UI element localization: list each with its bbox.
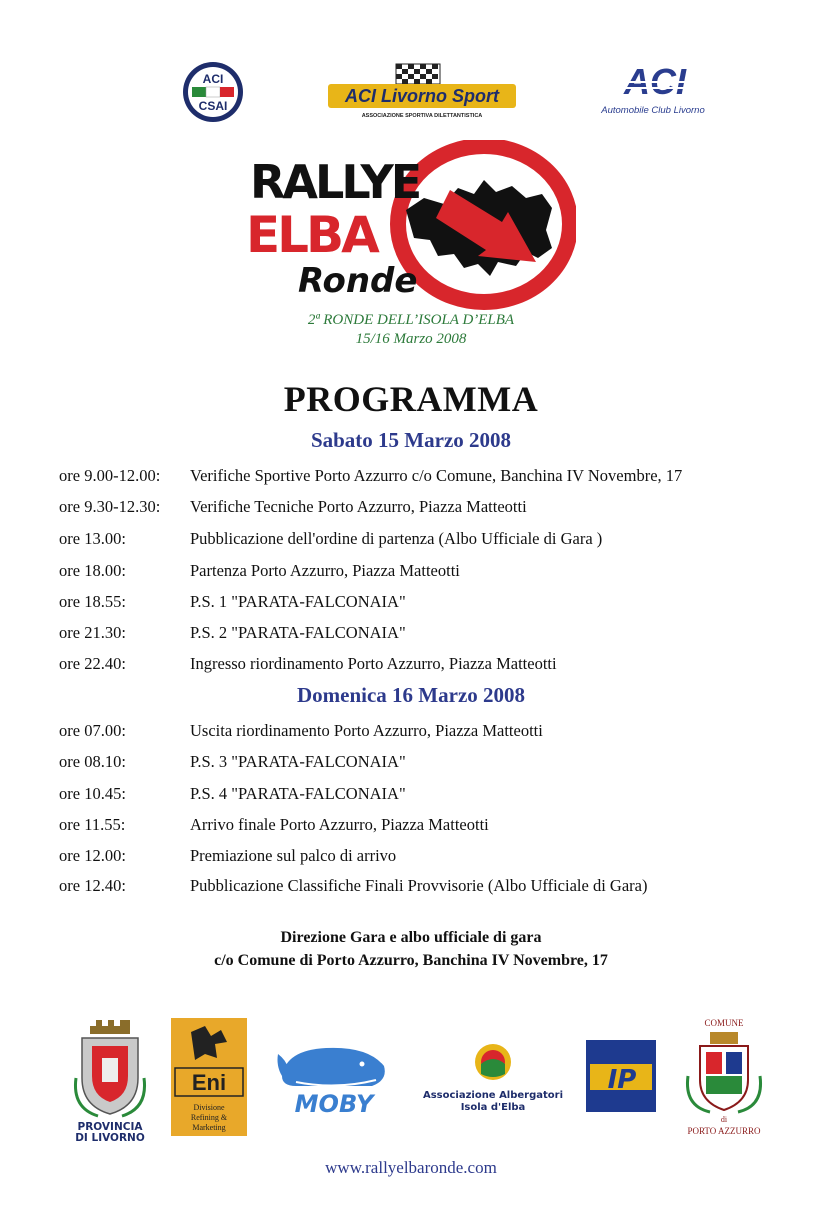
schedule-time: ore 18.55: [59, 592, 126, 611]
schedule-description: Ingresso riordinamento Porto Azzurro, Piazza Matteotti [190, 654, 557, 673]
provincia-livorno-logo [68, 1018, 152, 1142]
livorno-sport-logo [326, 60, 518, 122]
schedule-time: ore 21.30: [59, 623, 126, 642]
schedule-time: ore 9.30-12.30: [59, 497, 161, 516]
svg-text:Eni: Eni [191, 1070, 227, 1095]
page-title: PROGRAMMA [283, 379, 539, 419]
svg-text:Divisione: Divisione [193, 1103, 225, 1112]
svg-text:Isola d'Elba: Isola d'Elba [460, 1102, 526, 1113]
ip-logo [586, 1040, 656, 1112]
schedule-description: P.S. 1 "PARATA-FALCONAIA" [190, 592, 406, 611]
svg-text:di: di [720, 1115, 728, 1124]
schedule-description: Uscita riordinamento Porto Azzurro, Piazza Matteotti [190, 721, 543, 740]
svg-text:Ronde: Ronde [298, 261, 418, 301]
svg-text:Marketing: Marketing [192, 1123, 226, 1132]
svg-text:MOBY: MOBY [294, 1090, 374, 1116]
schedule-description: P.S. 4 "PARATA-FALCONAIA" [190, 784, 406, 803]
schedule-time: ore 08.10: [59, 752, 126, 771]
schedule-time: ore 07.00: [59, 721, 126, 740]
rallye-elba-ronde-logo [246, 140, 576, 310]
schedule-time: ore 13.00: [59, 529, 126, 548]
svg-text:PROVINCIA: PROVINCIA [77, 1121, 143, 1133]
svg-text:ACI: ACI [202, 72, 224, 86]
schedule-description: Premiazione sul palco di arrivo [190, 846, 397, 865]
svg-text:ACI: ACI [624, 61, 686, 102]
associazione-albergatori-logo [418, 1040, 568, 1116]
eni-logo [171, 1018, 247, 1136]
aci-livorno-caption: Automobile Club Livorno [601, 105, 705, 116]
schedule-time: ore 11.55: [59, 815, 126, 834]
moby-logo [276, 1036, 392, 1116]
day1-heading: Sabato 15 Marzo 2008 [310, 428, 512, 452]
svg-text:DI LIVORNO: DI LIVORNO [75, 1132, 145, 1142]
race-direction-line1: Direzione Gara e albo ufficiale di gara [280, 929, 542, 946]
aci-csai-logo [182, 61, 244, 123]
schedule-description: Verifiche Tecniche Porto Azzurro, Piazza Matteotti [190, 497, 527, 516]
svg-text:Refining &: Refining & [190, 1113, 228, 1122]
schedule-time: ore 22.40: [59, 654, 126, 673]
schedule-time: ore 18.00: [59, 561, 126, 580]
race-direction-line2: c/o Comune di Porto Azzurro, Banchina IV Novembre, 17 [214, 952, 608, 969]
svg-text:ACI Livorno Sport: ACI Livorno Sport [345, 86, 499, 106]
schedule-description: P.S. 3 "PARATA-FALCONAIA" [190, 752, 406, 771]
schedule-description: Pubblicazione Classifiche Finali Provvisorie (Albo Ufficiale di Gara) [190, 876, 648, 895]
schedule-time: ore 12.00: [59, 846, 126, 865]
svg-text:IP: IP [607, 1065, 637, 1095]
svg-text:COMUNE: COMUNE [704, 1018, 744, 1028]
schedule-description: Pubblicazione dell'ordine di partenza (Albo Ufficiale di Gara ) [190, 529, 603, 548]
schedule-description: Verifiche Sportive Porto Azzurro c/o Comune, Banchina IV Novembre, 17 [190, 466, 683, 485]
schedule-description: Arrivo finale Porto Azzurro, Piazza Matteotti [190, 815, 489, 834]
svg-text:ELBA: ELBA [246, 206, 377, 264]
day2-heading: Domenica 16 Marzo 2008 [296, 683, 526, 707]
porto-azzurro-crest-logo [680, 1016, 768, 1138]
svg-text:Associazione Albergatori: Associazione Albergatori [422, 1090, 564, 1101]
schedule-time: ore 10.45: [59, 784, 126, 803]
website-link[interactable]: www.rallyelbaronde.com [325, 1158, 497, 1177]
svg-text:ASSOCIAZIONE SPORTIVA DILETTAN: ASSOCIAZIONE SPORTIVA DILETTANTISTICA [361, 113, 483, 119]
event-subtitle: 2ª RONDE DELL’ISOLA D’ELBA [307, 312, 515, 328]
schedule-description: P.S. 2 "PARATA-FALCONAIA" [190, 623, 406, 642]
event-dates: 15/16 Marzo 2008 [355, 331, 467, 347]
schedule-description: Partenza Porto Azzurro, Piazza Matteotti [190, 561, 460, 580]
svg-text:PORTO AZZURRO: PORTO AZZURRO [687, 1126, 761, 1136]
schedule-time: ore 12.40: [59, 876, 126, 895]
schedule-time: ore 9.00-12.00: [59, 466, 161, 485]
svg-text:CSAI: CSAI [198, 99, 228, 113]
svg-text:RALLYE: RALLYE [250, 155, 420, 209]
